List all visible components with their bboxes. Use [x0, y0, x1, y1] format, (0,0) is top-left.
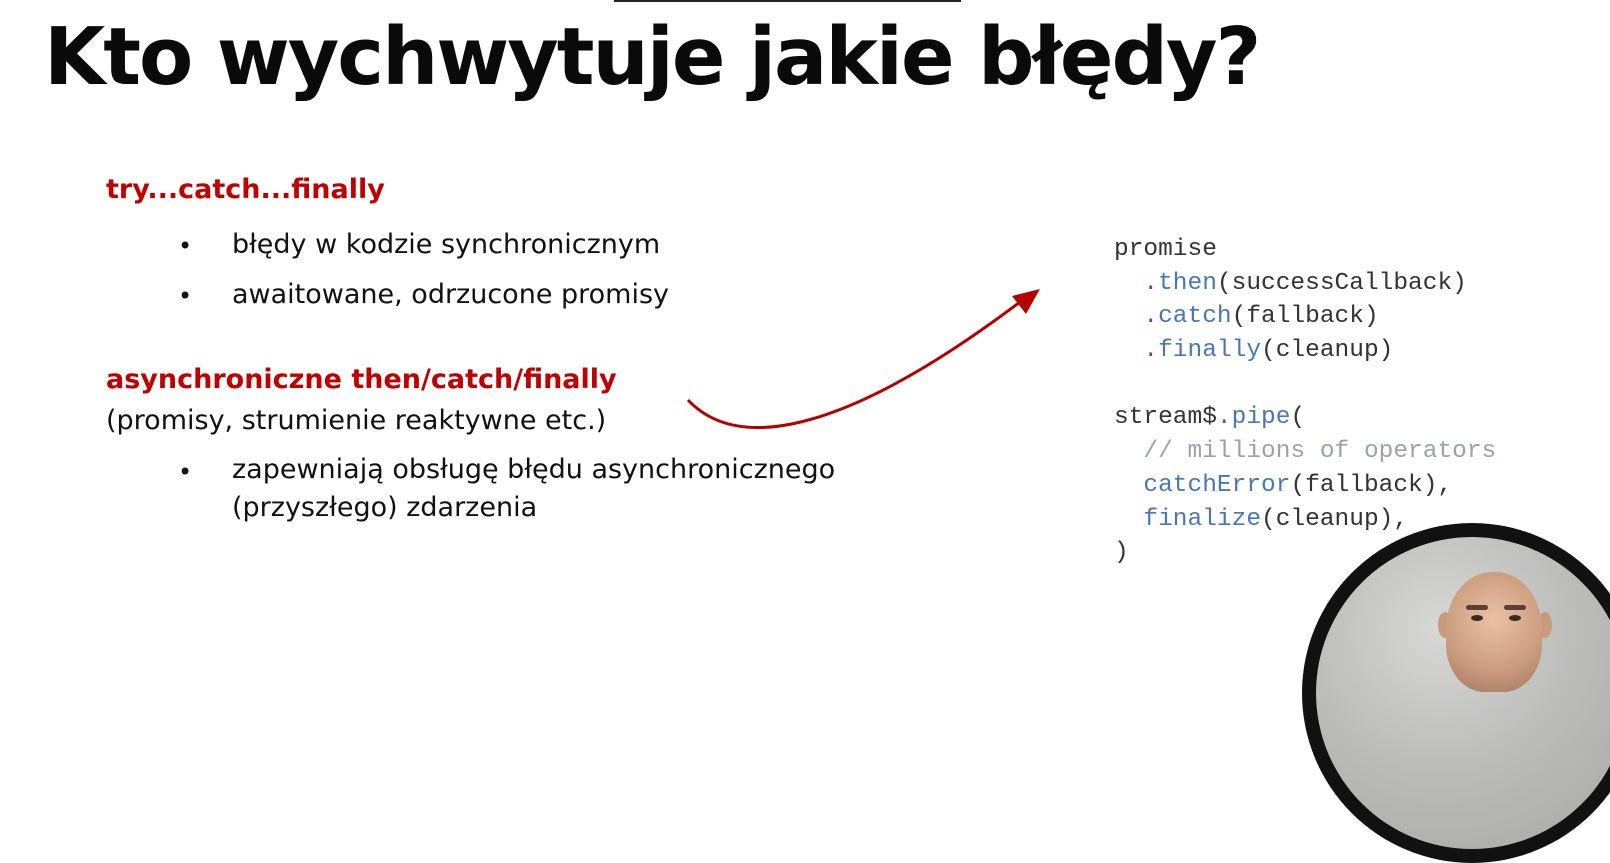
curved-arrow-icon	[680, 280, 1080, 440]
bullet-text-async-line1: zapewniają obsługę błędu asynchronicznego	[232, 454, 836, 485]
presenter-brow	[1504, 605, 1526, 610]
slide-title: Kto wychwytuje jakie błędy?	[44, 11, 1260, 103]
presenter-brow	[1466, 605, 1488, 610]
code-line: .catch(fallback)	[1143, 303, 1379, 331]
code-line: finalize(cleanup),	[1143, 505, 1409, 533]
code-line: promise	[1114, 236, 1217, 263]
bullet-text-sync-errors: błędy w kodzie synchronicznym	[232, 229, 661, 260]
section-subtext: (promisy, strumienie reaktywne etc.)	[106, 405, 607, 436]
presenter-eye	[1471, 615, 1483, 621]
code-line: // millions of operators	[1143, 438, 1497, 466]
bullet-marker: •	[178, 232, 193, 260]
bullet-text-awaited-promises: awaitowane, odrzucone promisy	[232, 279, 670, 310]
code-line: catchError(fallback),	[1143, 471, 1453, 499]
bullet-marker: •	[178, 458, 193, 486]
top-divider	[614, 0, 961, 2]
code-line: )	[1114, 539, 1129, 567]
bullet-text-async-line2: (przyszłego) zdarzenia	[232, 492, 538, 523]
presenter-eye	[1509, 615, 1521, 621]
presenter-avatar	[1316, 537, 1610, 849]
code-block	[1114, 233, 1496, 570]
presenter-avatar-frame	[1302, 523, 1610, 863]
code-line: .then(successCallback)	[1143, 269, 1467, 297]
section-heading-async: asynchroniczne then/catch/finally	[106, 364, 617, 395]
bullet-marker: •	[178, 282, 193, 310]
code-line: .finally(cleanup)	[1143, 337, 1394, 365]
section-heading-try-catch: try...catch...finally	[106, 174, 385, 205]
presenter-face	[1446, 572, 1542, 692]
code-line-blank	[1114, 368, 1496, 402]
code-line: stream$.pipe(	[1114, 404, 1306, 432]
